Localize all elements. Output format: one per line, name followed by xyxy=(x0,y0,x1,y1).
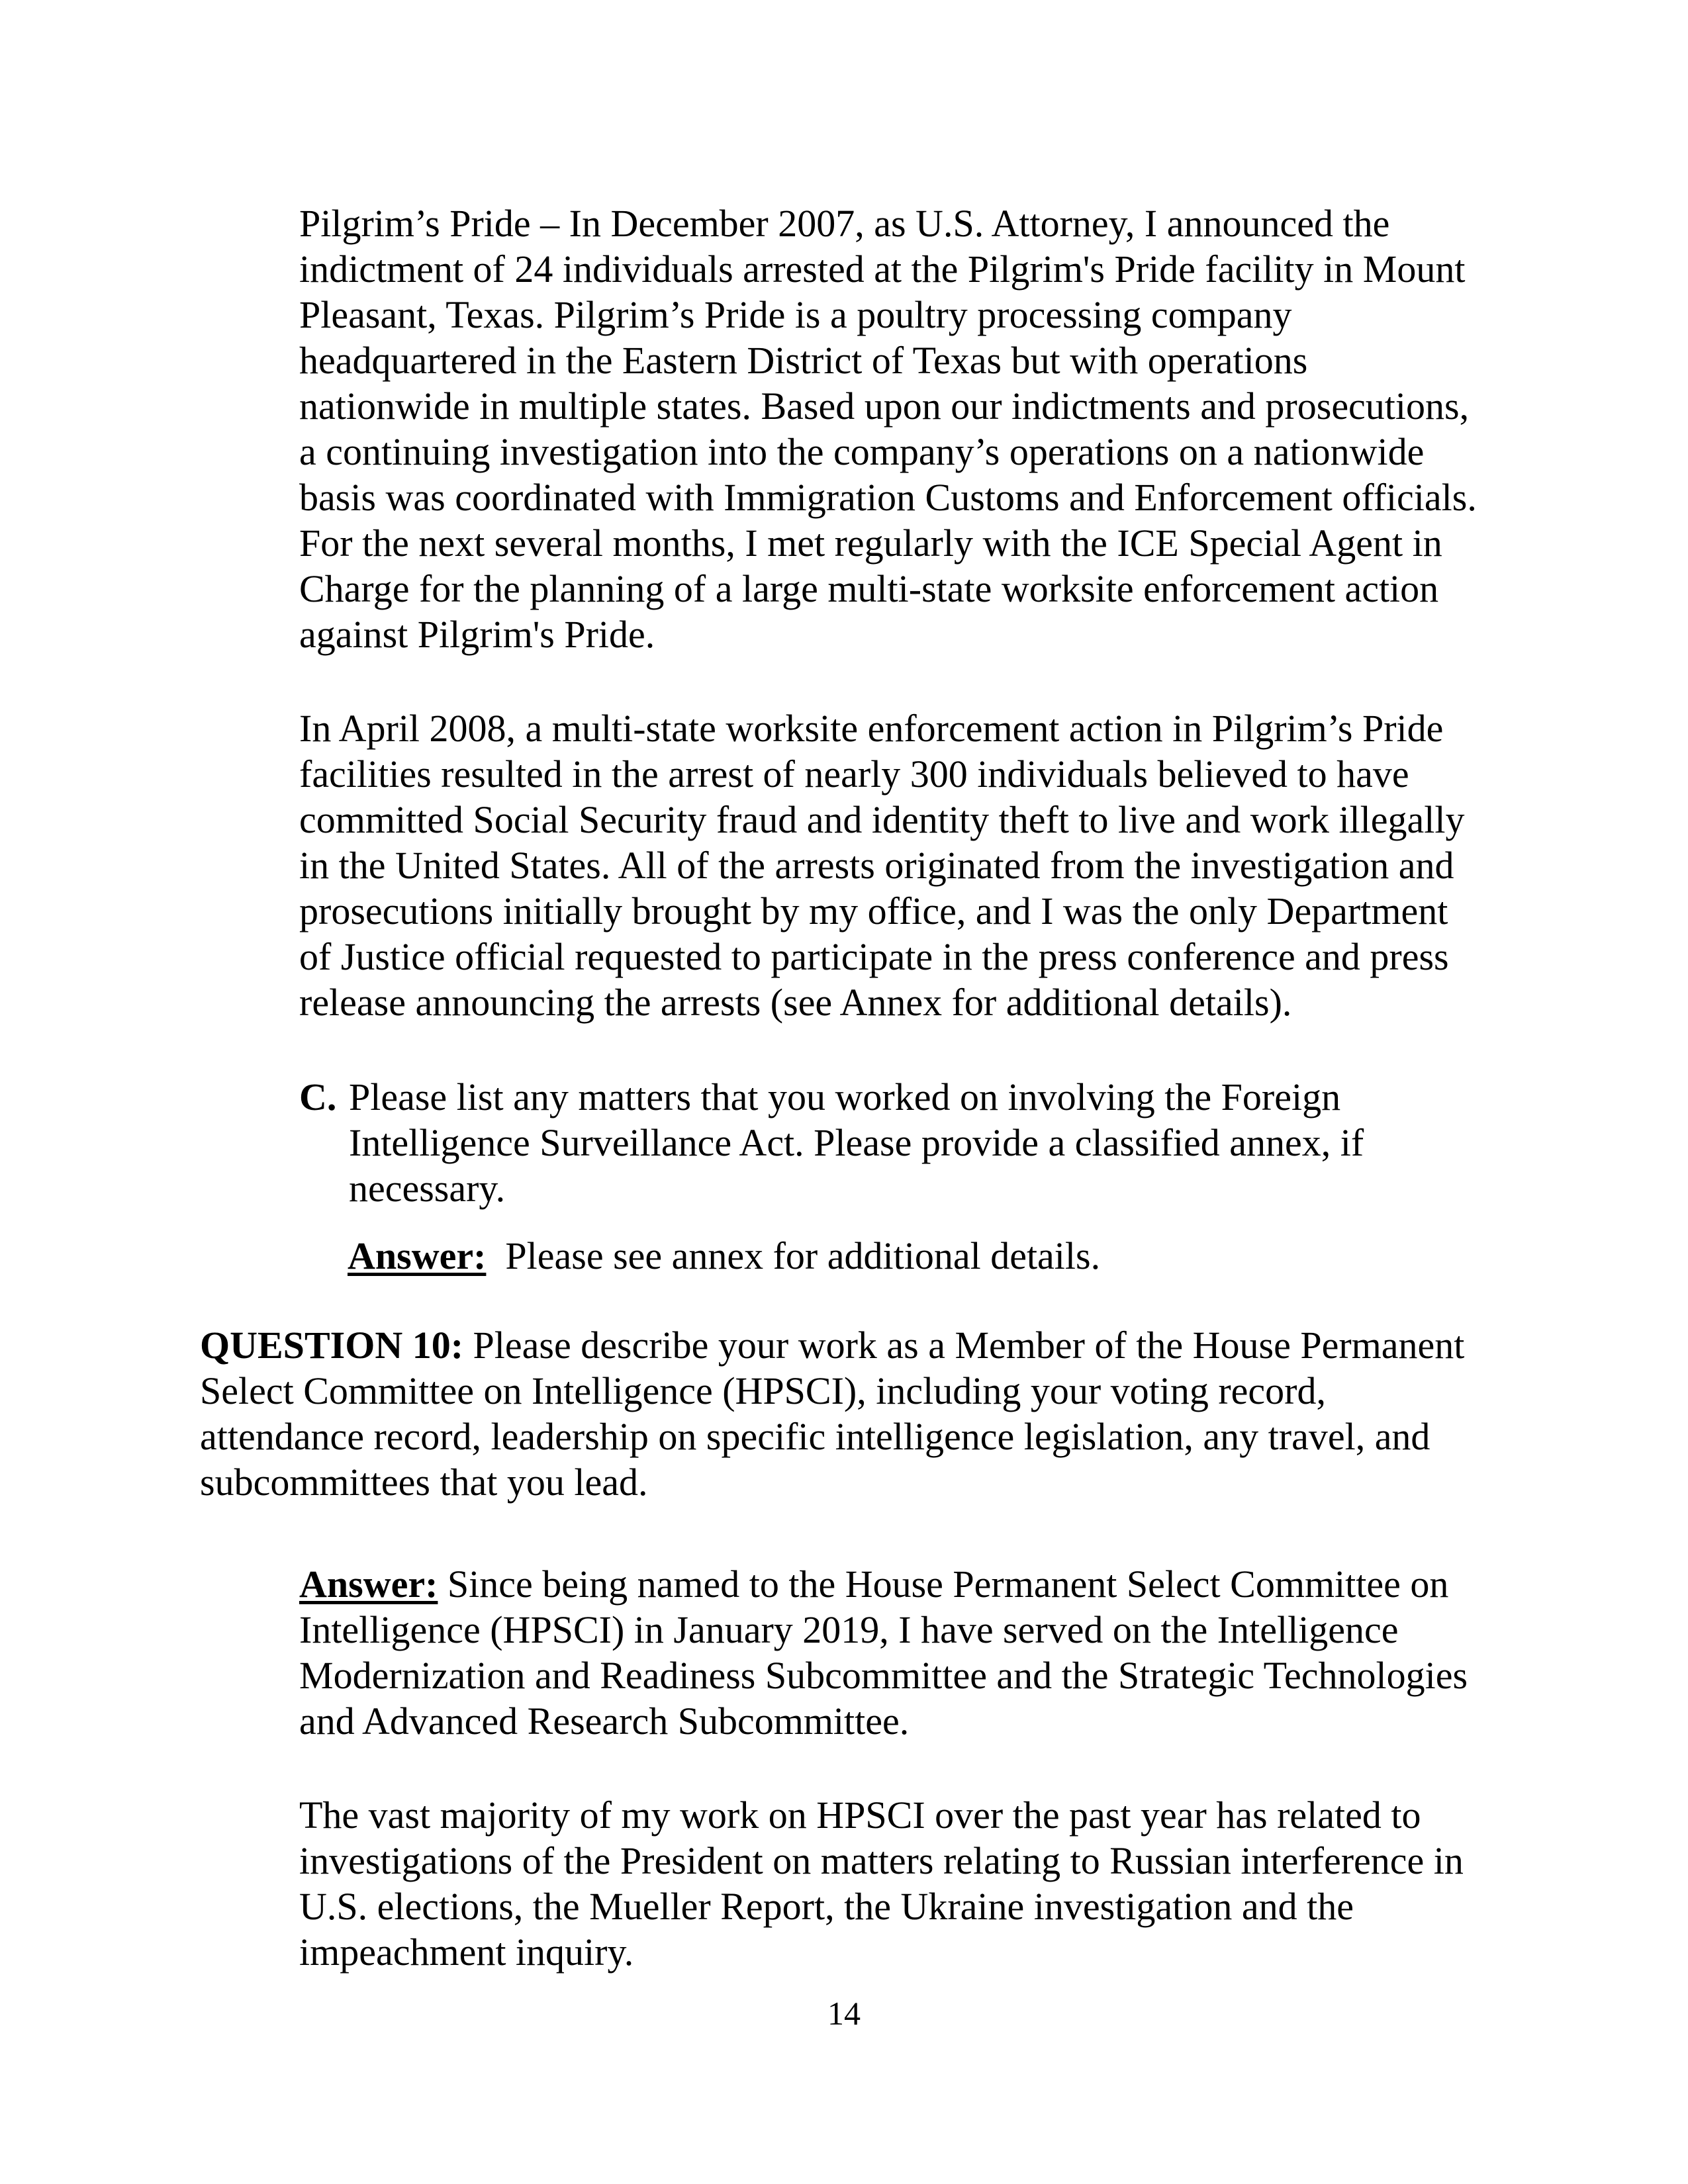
paragraph-line: The vast majority of my work on HPSCI over the past year has related to xyxy=(299,1794,1421,1837)
paragraph-line: For the next several months, I met regularly with the ICE Special Agent in xyxy=(299,522,1442,565)
page-number: 14 xyxy=(827,1995,861,2032)
paragraph-line: committed Social Security fraud and identity theft to live and work illegally xyxy=(299,798,1465,841)
question-10-line: subcommittees that you lead. xyxy=(200,1461,648,1504)
paragraph-line: a continuing investigation into the company’s operations on a nationwide xyxy=(299,430,1425,473)
paragraph-line: in the United States. All of the arrests originated from the investigation and xyxy=(299,844,1454,887)
question-10-line: attendance record, leadership on specific intelligence legislation, any travel, and xyxy=(200,1415,1430,1458)
paragraph-line: Pilgrim’s Pride – In December 2007, as U.S. Attorney, I announced the xyxy=(299,202,1390,245)
paragraph-line: release announcing the arrests (see Annex for additional details). xyxy=(299,981,1292,1024)
answer-line: Modernization and Readiness Subcommittee and the Strategic Technologies xyxy=(299,1654,1468,1697)
paragraph-line: impeachment inquiry. xyxy=(299,1931,634,1974)
paragraph-line: headquartered in the Eastern District of Texas but with operations xyxy=(299,339,1308,382)
answer-line: Intelligence (HPSCI) in January 2019, I have served on the Intelligence xyxy=(299,1608,1399,1651)
paragraph-line: against Pilgrim's Pride. xyxy=(299,613,655,656)
answer-text: Please see annex for additional details. xyxy=(505,1234,1101,1277)
paragraph-line: facilities resulted in the arrest of nearly 300 individuals believed to have xyxy=(299,752,1409,796)
paragraph-line: U.S. elections, the Mueller Report, the Ukraine investigation and the xyxy=(299,1885,1354,1928)
question-10-line xyxy=(200,1322,1464,1368)
paragraph-line: Charge for the planning of a large multi-state worksite enforcement action xyxy=(299,567,1439,610)
paragraph-line: investigations of the President on matters relating to Russian interference in xyxy=(299,1839,1464,1882)
question-c-line: Intelligence Surveillance Act. Please provide a classified annex, if xyxy=(349,1121,1364,1164)
paragraph-line: indictment of 24 individuals arrested at the Pilgrim's Pride facility in Mount xyxy=(299,248,1466,291)
question-10-text: Please describe your work as a Member of the House Permanent xyxy=(473,1324,1465,1367)
answer-text: Since being named to the House Permanent Select Committee on xyxy=(447,1563,1449,1606)
question-c-answer xyxy=(348,1233,1100,1279)
question-10-label: QUESTION 10: xyxy=(200,1324,464,1367)
answer-line xyxy=(299,1561,1448,1607)
paragraph-line: prosecutions initially brought by my office, and I was the only Department xyxy=(299,889,1448,933)
question-c-line: Please list any matters that you worked on involving the Foreign xyxy=(349,1075,1341,1118)
paragraph-line: In April 2008, a multi-state worksite enforcement action in Pilgrim’s Pride xyxy=(299,707,1444,750)
answer-label: Answer: xyxy=(299,1563,438,1606)
answer-line: and Advanced Research Subcommittee. xyxy=(299,1700,910,1743)
question-10-line: Select Committee on Intelligence (HPSCI), including your voting record, xyxy=(200,1369,1326,1412)
paragraph-line: Pleasant, Texas. Pilgrim’s Pride is a poultry processing company xyxy=(299,293,1292,336)
paragraph-line: basis was coordinated with Immigration Customs and Enforcement officials. xyxy=(299,476,1477,519)
answer-label: Answer: xyxy=(348,1234,487,1277)
paragraph-line: of Justice official requested to participate in the press conference and press xyxy=(299,935,1449,978)
question-c-line: necessary. xyxy=(349,1167,506,1210)
paragraph-line: nationwide in multiple states. Based upon our indictments and prosecutions, xyxy=(299,385,1470,428)
question-c-label: C. xyxy=(299,1075,337,1118)
